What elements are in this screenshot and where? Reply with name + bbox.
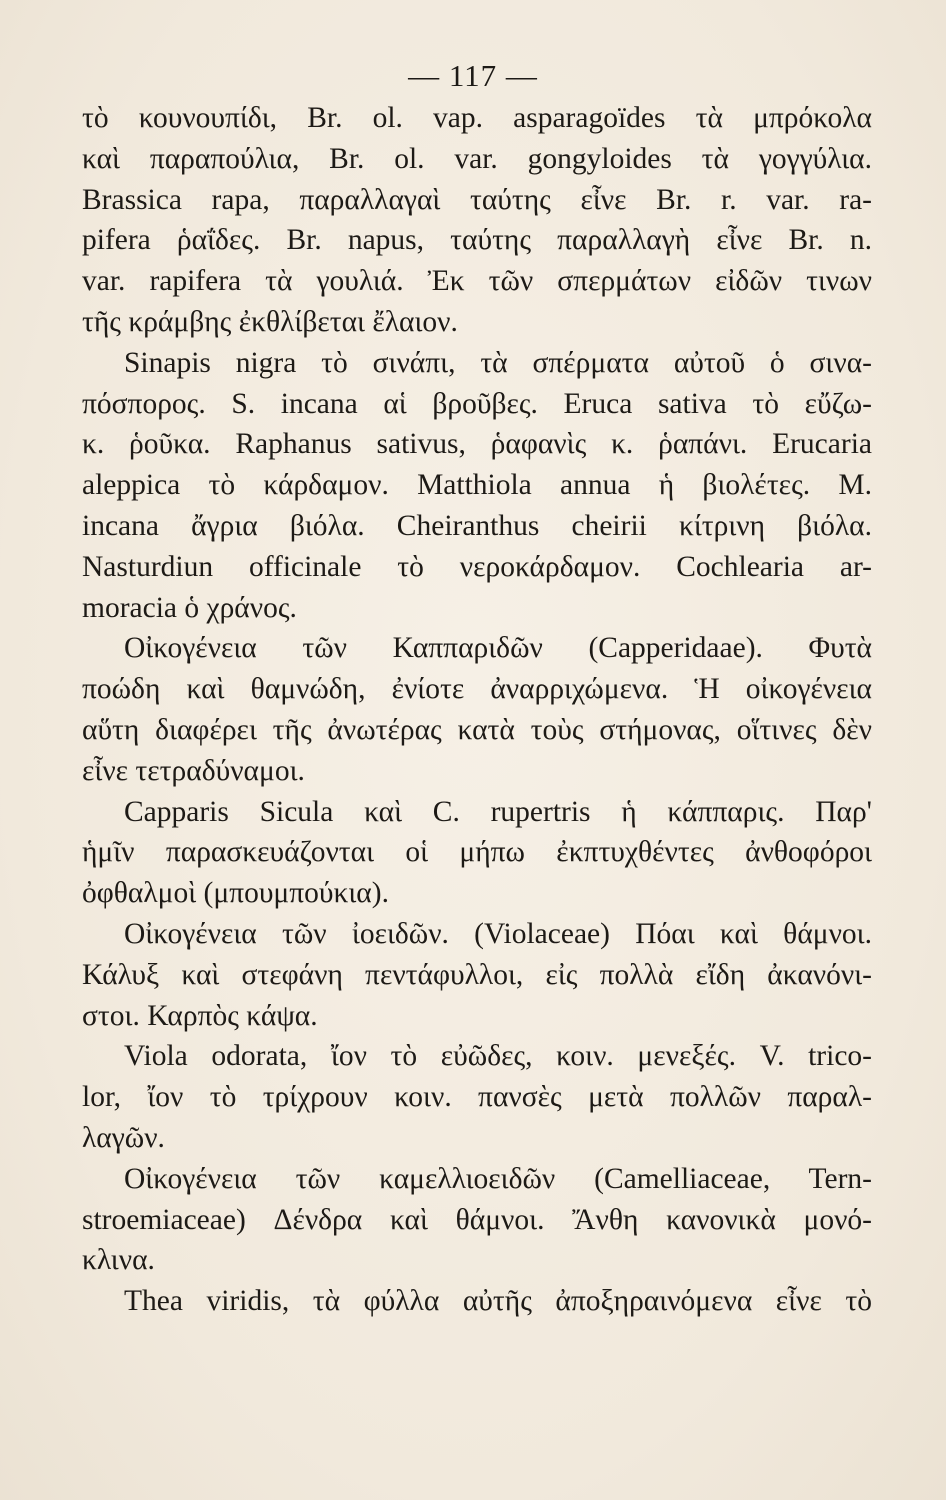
text-line: moracia ὁ χράνος. [82, 591, 297, 624]
text-line: στοι. Καρπὸς κάψα. [82, 999, 318, 1032]
text-line: aleppica τὸ κάρδαμον. Matthiola annua ἡ βιολέτες. M. [82, 469, 872, 502]
text-line: var. rapifera τὰ γουλιά. Ἐκ τῶν σπερμάτων εἰδῶν τινων [82, 265, 872, 298]
text-line: ὀφθαλμοὶ (μπουμπούκια). [82, 877, 389, 910]
text-line: Οἰκογένεια τῶν ἰοειδῶν. (Violaceae) Πόαι καὶ θάμνοι. [124, 917, 872, 950]
text-line: τὸ κουνουπίδι, Br. ol. vap. asparagoïdes τὰ μπρόκολα [82, 102, 872, 134]
text-line: Κάλυξ καὶ στεφάνη πεντάφυλλοι, εἰς πολλὰ εἴδη ἀκανόνι- [82, 958, 872, 991]
text-line: εἶνε τετραδύναμοι. [82, 754, 305, 787]
text-line: pifera ῥαΐδες. Br. napus, ταύτης παραλλαγὴ εἶνε Br. n. [82, 224, 872, 257]
text-line: τῆς κράμβης ἐκθλίβεται ἔλαιον. [82, 305, 458, 338]
text-line: Sinapis nigra τὸ σινάπι, τὰ σπέρματα αὐτοῦ ὁ σινα- [124, 346, 872, 379]
text-line: αὕτη διαφέρει τῆς ἀνωτέρας κατὰ τοὺς στήμονας, οἵτινες δὲν [82, 713, 872, 746]
text-line: Thea viridis, τὰ φύλλα αὐτῆς ἀποξηραινόμενα εἶνε τὸ [124, 1285, 872, 1318]
text-line: Nasturdiun officinale τὸ νεροκάρδαμον. Cochlearia ar- [82, 550, 872, 583]
text-line: lor, ἴον τὸ τρίχρουν κοιν. πανσὲς μετὰ πολλῶν παραλ- [82, 1081, 872, 1114]
text-line: λαγῶν. [82, 1121, 165, 1154]
text-line: Brassica rapa, παραλλαγαὶ ταύτης εἶνε Br. r. var. ra- [82, 183, 872, 216]
text-line: Οἰκογένεια τῶν καμελλιοειδῶν (Camelliaceae, Tern- [124, 1162, 872, 1195]
page-number: — 117 — [408, 58, 538, 93]
text-line: incana ἄγρια βιόλα. Cheiranthus cheirii κίτρινη βιόλα. [82, 509, 872, 542]
text-line: Viola odorata, ἴον τὸ εὐῶδες, κοιν. μενεξές. V. trico- [124, 1040, 872, 1073]
text-line: κ. ῥοῦκα. Raphanus sativus, ῥαφανὶς κ. ῥαπάνι. Erucaria [82, 428, 872, 461]
text-line: Οἰκογένεια τῶν Καππαριδῶν (Capperidaae). Φυτὰ [124, 632, 872, 665]
text-line: ποώδη καὶ θαμνώδη, ἐνίοτε ἀναρριχώμενα. Ἡ οἰκογένεια [82, 673, 872, 706]
text-line: stroemiaceae) Δένδρα καὶ θάμνοι. Ἄνθη κανονικὰ μονό- [82, 1203, 872, 1236]
text-line: καὶ παραπούλια, Br. ol. var. gongyloides τὰ γογγύλια. [82, 142, 872, 175]
text-line: Capparis Sicula καὶ C. rupertris ἡ κάππαρις. Παρ' [124, 795, 872, 828]
page-text [82, 98, 872, 1322]
text-line: ἡμῖν παρασκευάζονται οἱ μήπω ἐκπτυχθέντες ἀνθοφόροι [82, 836, 872, 869]
text-line: κλινα. [82, 1244, 155, 1277]
text-line: πόσπορος. S. incana αἱ βροῦβες. Eruca sativa τὸ εὔζω- [82, 387, 872, 420]
